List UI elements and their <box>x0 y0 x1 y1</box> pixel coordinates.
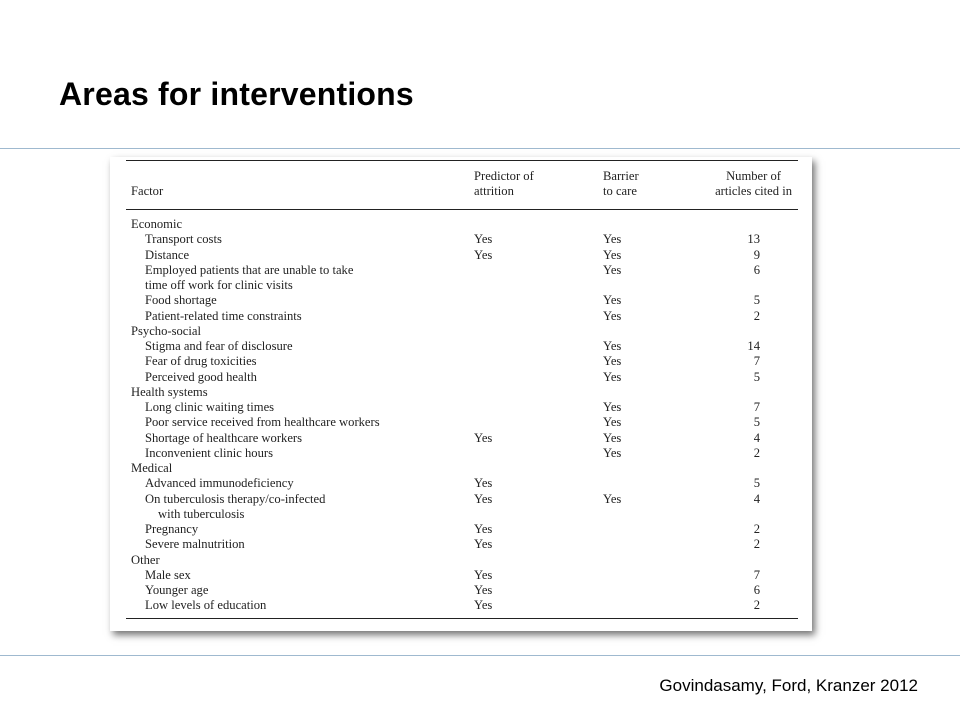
row-factor: Transport costs <box>145 232 222 247</box>
table-row <box>110 217 812 232</box>
row-factor: Advanced immunodeficiency <box>145 476 294 491</box>
row-factor: Medical <box>131 461 173 475</box>
row-number: 6 <box>753 583 760 597</box>
row-factor: with tuberculosis <box>158 506 245 521</box>
row-number: 9 <box>753 247 760 262</box>
table-row <box>110 492 812 507</box>
row-factor: Inconvenient clinic hours <box>145 445 273 460</box>
row-factor: Distance <box>145 247 190 262</box>
header-predictor-line2: attrition <box>474 184 514 199</box>
row-number: 7 <box>753 400 760 414</box>
row-number: 5 <box>753 415 760 430</box>
row-barrier: Yes <box>603 400 622 414</box>
table-row <box>110 461 812 476</box>
row-number: 2 <box>753 537 760 552</box>
table-row <box>110 415 812 430</box>
row-factor: Other <box>131 552 160 567</box>
row-factor: Pregnancy <box>145 522 199 536</box>
table-row <box>110 446 812 461</box>
row-number: 7 <box>753 567 760 582</box>
row-predictor: Yes <box>474 537 493 552</box>
table-row <box>110 263 812 278</box>
table-row <box>110 598 812 613</box>
row-number: 2 <box>753 598 760 613</box>
row-factor: Stigma and fear of disclosure <box>145 339 293 353</box>
row-factor: time off work for clinic visits <box>145 278 293 292</box>
row-factor: Low levels of education <box>145 598 267 613</box>
row-number: 2 <box>753 445 760 460</box>
table-top-rule <box>126 160 798 161</box>
row-factor: Employed patients that are unable to take <box>145 262 354 277</box>
table-row <box>110 568 812 583</box>
row-factor: Patient-related time constraints <box>145 308 302 323</box>
row-factor: Psycho-social <box>131 323 201 338</box>
header-barrier-line2: to care <box>603 184 637 199</box>
table-row <box>110 476 812 491</box>
header-predictor-line1: Predictor of <box>474 169 534 183</box>
row-factor: On tuberculosis therapy/co-infected <box>145 491 326 506</box>
row-factor: Shortage of healthcare workers <box>145 430 303 445</box>
row-factor: Food shortage <box>145 293 217 308</box>
row-number: 6 <box>753 262 760 277</box>
row-predictor: Yes <box>474 476 493 491</box>
table-row <box>110 583 812 598</box>
row-barrier: Yes <box>603 491 622 506</box>
table-row <box>110 324 812 339</box>
row-number: 5 <box>753 293 760 308</box>
row-barrier: Yes <box>603 354 622 369</box>
table-row <box>110 278 812 293</box>
table-row <box>110 553 812 568</box>
row-predictor: Yes <box>474 583 493 597</box>
row-barrier: Yes <box>603 293 622 308</box>
table-row <box>110 507 812 522</box>
row-predictor: Yes <box>474 247 493 262</box>
row-predictor: Yes <box>474 598 493 613</box>
row-predictor: Yes <box>474 567 493 582</box>
slide-title: Areas for interventions <box>59 76 414 112</box>
table-row <box>110 537 812 552</box>
header-number-line2: articles cited in <box>715 184 792 199</box>
row-factor: Poor service received from healthcare workers <box>145 415 380 430</box>
row-barrier: Yes <box>603 430 622 445</box>
row-predictor: Yes <box>474 491 493 506</box>
row-barrier: Yes <box>603 262 622 277</box>
row-factor: Severe malnutrition <box>145 537 245 552</box>
row-number: 7 <box>753 354 760 369</box>
table-body <box>110 217 812 614</box>
header-predictor <box>474 169 534 199</box>
row-barrier: Yes <box>603 247 622 262</box>
table-row <box>110 385 812 400</box>
row-number: 5 <box>753 369 760 384</box>
row-predictor: Yes <box>474 522 493 536</box>
header-factor: Factor <box>131 184 164 198</box>
row-number: 4 <box>753 430 760 445</box>
header-number-line1: Number of <box>726 169 781 183</box>
row-factor: Male sex <box>145 567 191 582</box>
row-barrier: Yes <box>603 232 622 247</box>
row-number: 2 <box>753 308 760 323</box>
row-barrier: Yes <box>603 308 622 323</box>
header-barrier-line1: Barrier <box>603 169 639 183</box>
row-number: 13 <box>747 232 760 247</box>
top-divider <box>0 148 960 149</box>
row-barrier: Yes <box>603 369 622 384</box>
row-number: 4 <box>753 491 760 506</box>
row-factor: Health systems <box>131 384 208 399</box>
row-number: 2 <box>753 522 760 536</box>
row-predictor: Yes <box>474 430 493 445</box>
row-factor: Fear of drug toxicities <box>145 354 257 369</box>
row-factor: Perceived good health <box>145 369 257 384</box>
table-row <box>110 354 812 369</box>
table-row <box>110 400 812 415</box>
header-number <box>715 169 792 199</box>
table-row <box>110 248 812 263</box>
row-barrier: Yes <box>603 445 622 460</box>
row-number: 14 <box>747 339 760 353</box>
row-factor: Younger age <box>145 583 209 597</box>
row-factor: Economic <box>131 217 183 231</box>
table-row <box>110 232 812 247</box>
row-factor: Long clinic waiting times <box>145 400 275 414</box>
table-row <box>110 522 812 537</box>
table-header-rule <box>126 209 798 210</box>
table-row <box>110 293 812 308</box>
factors-table <box>110 157 812 631</box>
row-predictor: Yes <box>474 232 493 247</box>
table-bottom-rule <box>126 618 798 619</box>
row-number: 5 <box>753 476 760 491</box>
table-row <box>110 370 812 385</box>
table-row <box>110 339 812 354</box>
row-barrier: Yes <box>603 339 622 353</box>
bottom-divider <box>0 655 960 656</box>
row-barrier: Yes <box>603 415 622 430</box>
table-row <box>110 431 812 446</box>
citation: Govindasamy, Ford, Kranzer 2012 <box>659 676 918 695</box>
header-barrier <box>603 169 639 199</box>
table-row <box>110 309 812 324</box>
